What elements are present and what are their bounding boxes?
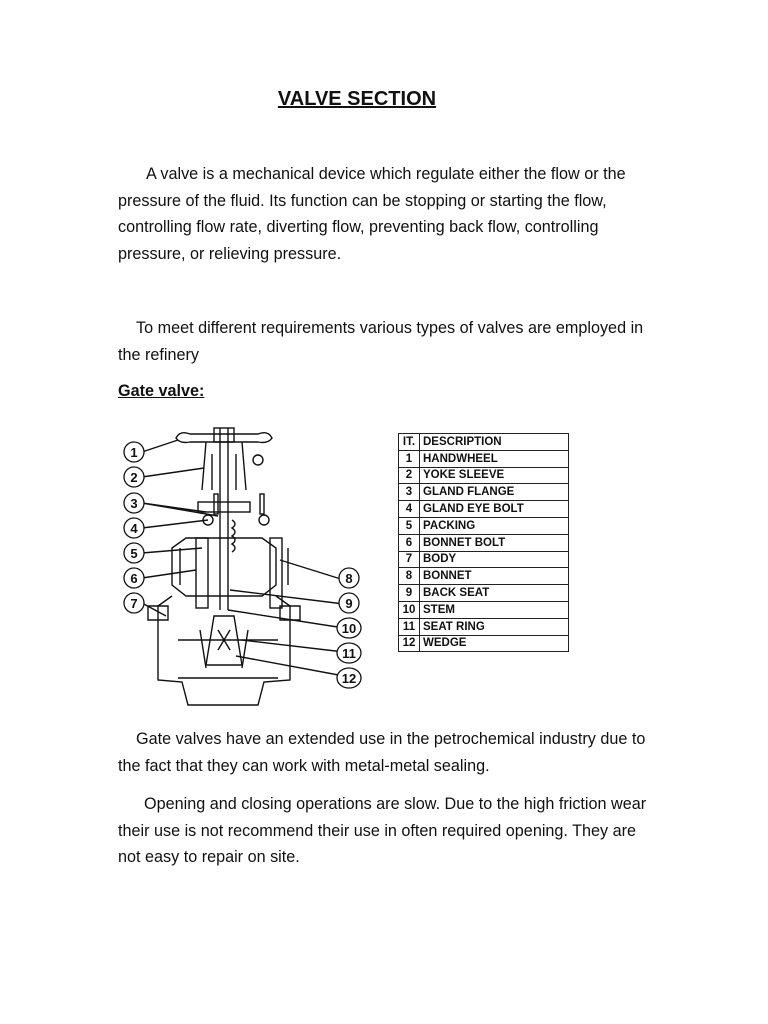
gate-valve-heading: Gate valve: <box>118 382 205 400</box>
row-description: BODY <box>420 551 569 568</box>
table-row <box>399 635 569 652</box>
table-row <box>399 534 569 551</box>
table-row <box>399 517 569 534</box>
intro-paragraph: A valve is a mechanical device which regulate either the flow or the pressure of the fluid. Its function can be stopping or starting the flow, controlling flow rate, diverting flow, preventing back flow, controlling pressure, or relieving pressure. <box>118 165 626 263</box>
table-row <box>399 568 569 585</box>
row-it: 2 <box>399 467 420 484</box>
callout-12: 12 <box>341 671 357 686</box>
table-row <box>399 450 569 467</box>
table-row <box>399 467 569 484</box>
row-it: 11 <box>399 618 420 635</box>
callout-3: 3 <box>130 496 138 511</box>
table-row <box>399 601 569 618</box>
row-description: WEDGE <box>420 635 569 652</box>
row-description: GLAND FLANGE <box>420 484 569 501</box>
page-title: VALVE SECTION <box>277 88 437 110</box>
callout-2: 2 <box>130 470 138 485</box>
callout-8: 8 <box>345 571 353 586</box>
callout-10: 10 <box>341 621 357 636</box>
row-description: BACK SEAT <box>420 585 569 602</box>
table-row <box>399 585 569 602</box>
parts-table <box>398 433 569 652</box>
row-it: 7 <box>399 551 420 568</box>
gate-valve-diagram <box>118 420 368 710</box>
callout-4: 4 <box>130 521 138 536</box>
table-row <box>399 501 569 518</box>
callout-7: 7 <box>130 596 138 611</box>
operations-paragraph: Opening and closing operations are slow. Due to the high friction wear their use is not recommend their use in often required opening. They are not easy to repair on site. <box>118 795 647 866</box>
row-it: 6 <box>399 534 420 551</box>
row-it: 10 <box>399 601 420 618</box>
callout-1: 1 <box>130 445 138 460</box>
table-row <box>399 484 569 501</box>
row-it: 1 <box>399 450 420 467</box>
callout-11: 11 <box>342 646 356 661</box>
row-description: SEAT RING <box>420 618 569 635</box>
row-it: 12 <box>399 635 420 652</box>
callout-9: 9 <box>345 596 353 611</box>
table-row <box>399 618 569 635</box>
types-paragraph: To meet different requirements various types of valves are employed in the refinery <box>118 319 644 364</box>
row-it: 3 <box>399 484 420 501</box>
row-description: PACKING <box>420 517 569 534</box>
row-description: BONNET BOLT <box>420 534 569 551</box>
gate-use-paragraph: Gate valves have an extended use in the petrochemical industry due to the fact that they can work with metal-metal sealing. <box>118 730 646 775</box>
row-description: YOKE SLEEVE <box>420 467 569 484</box>
row-description: GLAND EYE BOLT <box>420 501 569 518</box>
row-it: 5 <box>399 517 420 534</box>
callout-5: 5 <box>130 546 138 561</box>
table-row <box>399 551 569 568</box>
row-description: HANDWHEEL <box>420 450 569 467</box>
row-it: 9 <box>399 585 420 602</box>
header-description: DESCRIPTION <box>420 434 569 451</box>
row-it: 4 <box>399 501 420 518</box>
header-it: IT. <box>399 434 420 451</box>
row-description: BONNET <box>420 568 569 585</box>
row-it: 8 <box>399 568 420 585</box>
parts-table-header <box>399 434 569 451</box>
row-description: STEM <box>420 601 569 618</box>
callout-6: 6 <box>130 571 138 586</box>
